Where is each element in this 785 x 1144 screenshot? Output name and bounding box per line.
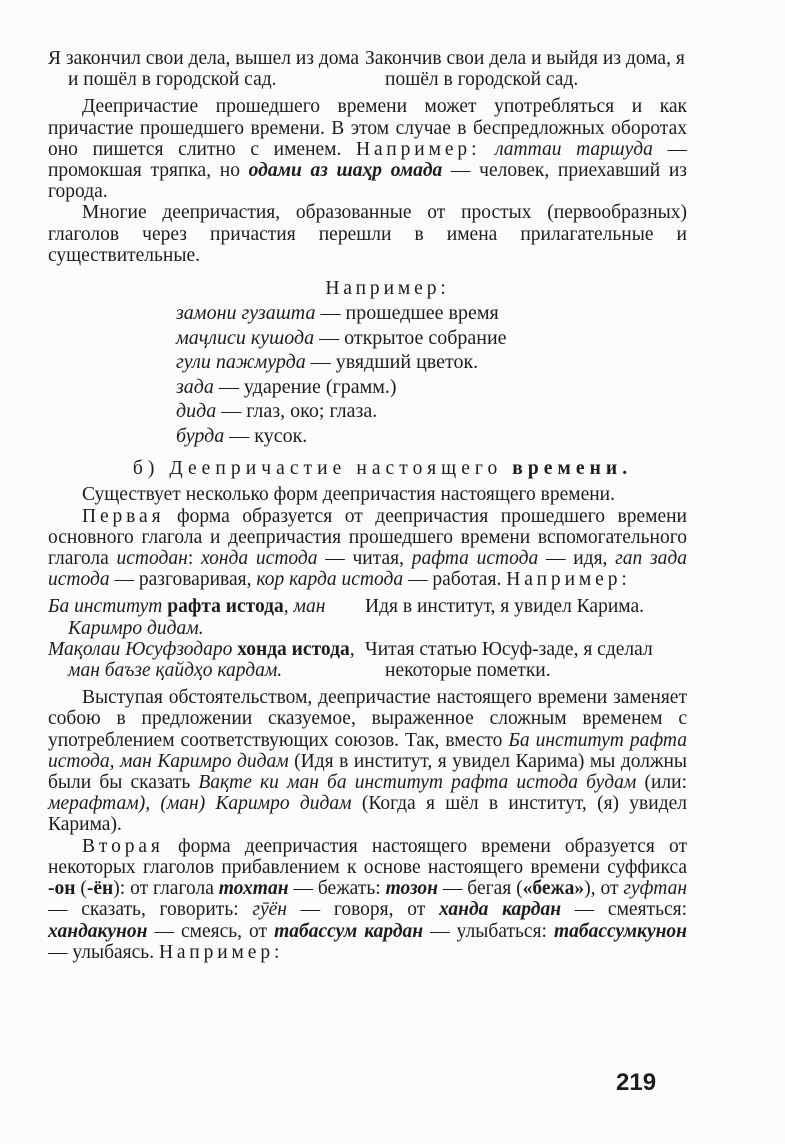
text: (Идя в институт, я увидел Карима) мы должны были бы сказать (48, 750, 687, 794)
example-tj: табассум кардан (274, 920, 424, 942)
text: — улыбаться: (423, 920, 554, 942)
example-tj: хонда истода (200, 548, 318, 570)
example-tj: гӯён (252, 899, 287, 921)
text: ), от (584, 878, 624, 900)
example-tj: истодан (116, 548, 188, 570)
example-tj: латтаи таршуда (495, 138, 653, 160)
example-item (176, 301, 687, 326)
example-tj: хандакунон (48, 920, 148, 942)
example-tj: , ман баъзе қайдҳо кардам. (68, 638, 355, 682)
example-tj: кор карда истода (256, 569, 404, 591)
example-heading: Например: (325, 278, 450, 300)
suffix: -он (48, 878, 76, 900)
pair2-right: Идя в институт, я увидел Карима. (365, 596, 645, 618)
text: времени. (512, 458, 633, 480)
paragraph-second-form (48, 836, 687, 963)
text: — сказать, говорить: (48, 899, 253, 921)
text: Например: (158, 941, 284, 963)
paragraph-participle-past (48, 96, 687, 202)
suffix: -ён (86, 878, 114, 900)
example-tj: замони гузашта (176, 302, 316, 325)
text: — промокшая тряпка, но (48, 138, 688, 182)
example-tj: ханда кардан (438, 899, 562, 921)
example-item (176, 375, 687, 400)
example-item (176, 424, 687, 449)
example-tj: Мақолаи Юсуфзодаро (48, 638, 238, 660)
example-tj: табассумкунон (553, 920, 687, 942)
example-tj: тохтан (218, 878, 289, 900)
text: (или: (636, 772, 687, 794)
example-tj: Вақте ки ман ба институт рафта истода будам (198, 772, 637, 794)
text: — бегая ( (437, 878, 523, 900)
text: Выступая обстоятельством, деепричастие настоящего времени заменяет собою в предложении сказуемое, выраженное сложным временем с употреблением соответствующих союзов. Так, вместо (48, 687, 687, 751)
text: форма деепричастия настоящего времени образуется от некоторых глаголов прибавлением к основе настоящего времени суффикса (48, 835, 687, 878)
text: ): от глагола (113, 878, 219, 900)
text: — разговаривая, (109, 569, 257, 591)
example-tj: гап зада истода (48, 548, 687, 591)
example-tj-bold: рафта истода (167, 596, 284, 618)
example-item (176, 350, 687, 375)
text: б) Деепричастие настоящего (132, 458, 513, 480)
text: : (187, 548, 201, 570)
example-ru: — глаз, око; глаза. (216, 400, 378, 423)
example-tj: одами аз шаҳр омада (248, 160, 443, 182)
text: Деепричастие прошедшего времени может употребляться и как причастие прошедшего времени. В этом случае в беспредложных оборотах оно пишется слитно с именем. (48, 96, 687, 160)
example-tj-bold: хонда истода (237, 638, 350, 660)
translation-pair-2 (48, 596, 687, 638)
text: — улыбаясь. (48, 941, 159, 963)
text: форма образуется от деепричастия прошедшего времени основного глагола и деепричастия прошедшего времени вспомогательного глагола (48, 505, 687, 570)
text: Первая (82, 505, 165, 527)
example-ru: — ударение (грамм.) (213, 375, 397, 398)
translation-pair-3 (48, 639, 687, 681)
example-list (176, 301, 687, 448)
example-tj: маҷлиси кушода (176, 326, 315, 349)
pair1-right: Закончив свои дела и выйдя из дома, я пошёл в городской сад. (365, 48, 685, 91)
example-ru: — открытое собрание (314, 326, 507, 349)
pair1-left: Я закончил свои дела, вышел из дома и пошёл в городской сад. (48, 48, 360, 91)
example-tj: рафта истода (411, 548, 539, 570)
example-tj: Ба институт (48, 596, 168, 618)
paragraph-forms: Существует несколько форм деепричастия настоящего времени. (82, 484, 615, 506)
example-tj: гуфтан (623, 878, 688, 900)
pair3-right: Читая статью Юсуф-заде, я сделал некоторые пометки. (365, 638, 653, 682)
text: — читая, (317, 548, 412, 570)
text: Например: (506, 569, 631, 591)
pair2-left (48, 596, 365, 638)
page-number: 219 (616, 1069, 657, 1096)
text: — смеяться: (561, 899, 688, 921)
example-ru: — прошедшее время (315, 302, 499, 325)
example-tj: дида (176, 400, 217, 423)
paragraph-adverbial (48, 687, 687, 835)
translation-pair-1 (48, 48, 687, 90)
example-tj: мерафтам), (ман) Каримро дидам (48, 793, 352, 815)
example-item (176, 326, 687, 351)
example-tj: гули пажмурда (176, 351, 306, 374)
example-tj: , ман Каримро дидам. (68, 596, 326, 639)
text: Например: (356, 138, 481, 160)
section-heading (78, 458, 687, 479)
example-tj: тозон (385, 878, 438, 900)
text: — работая. (403, 569, 507, 591)
paragraph-first-form (48, 506, 687, 591)
example-tj: зада (176, 375, 214, 398)
example-ru: — увядший цветок. (305, 351, 479, 374)
text: — бежать: (288, 878, 386, 900)
text: ( (75, 878, 87, 900)
text: «бежа» (522, 878, 585, 900)
text: — человек, приехавший из города. (48, 160, 688, 203)
text: — говоря, от (286, 899, 439, 921)
paragraph-many-participles: Многие деепричастия, образованные от простых (первообразных) глаголов через причастия перешли в имена прилагательные и существительные. (48, 202, 687, 266)
example-tj: Ба институт рафта истода, ман Каримро дидам (48, 729, 688, 772)
example-item (176, 399, 687, 424)
text: Вторая (82, 835, 164, 857)
example-ru: — кусок. (224, 424, 308, 447)
text: (Когда я шёл в институт, (я) увидел Карима). (48, 793, 687, 836)
pair3-left (48, 639, 365, 681)
text: — идя, (538, 548, 616, 570)
text: — смеясь, от (147, 920, 275, 942)
example-tj: бурда (176, 424, 225, 447)
